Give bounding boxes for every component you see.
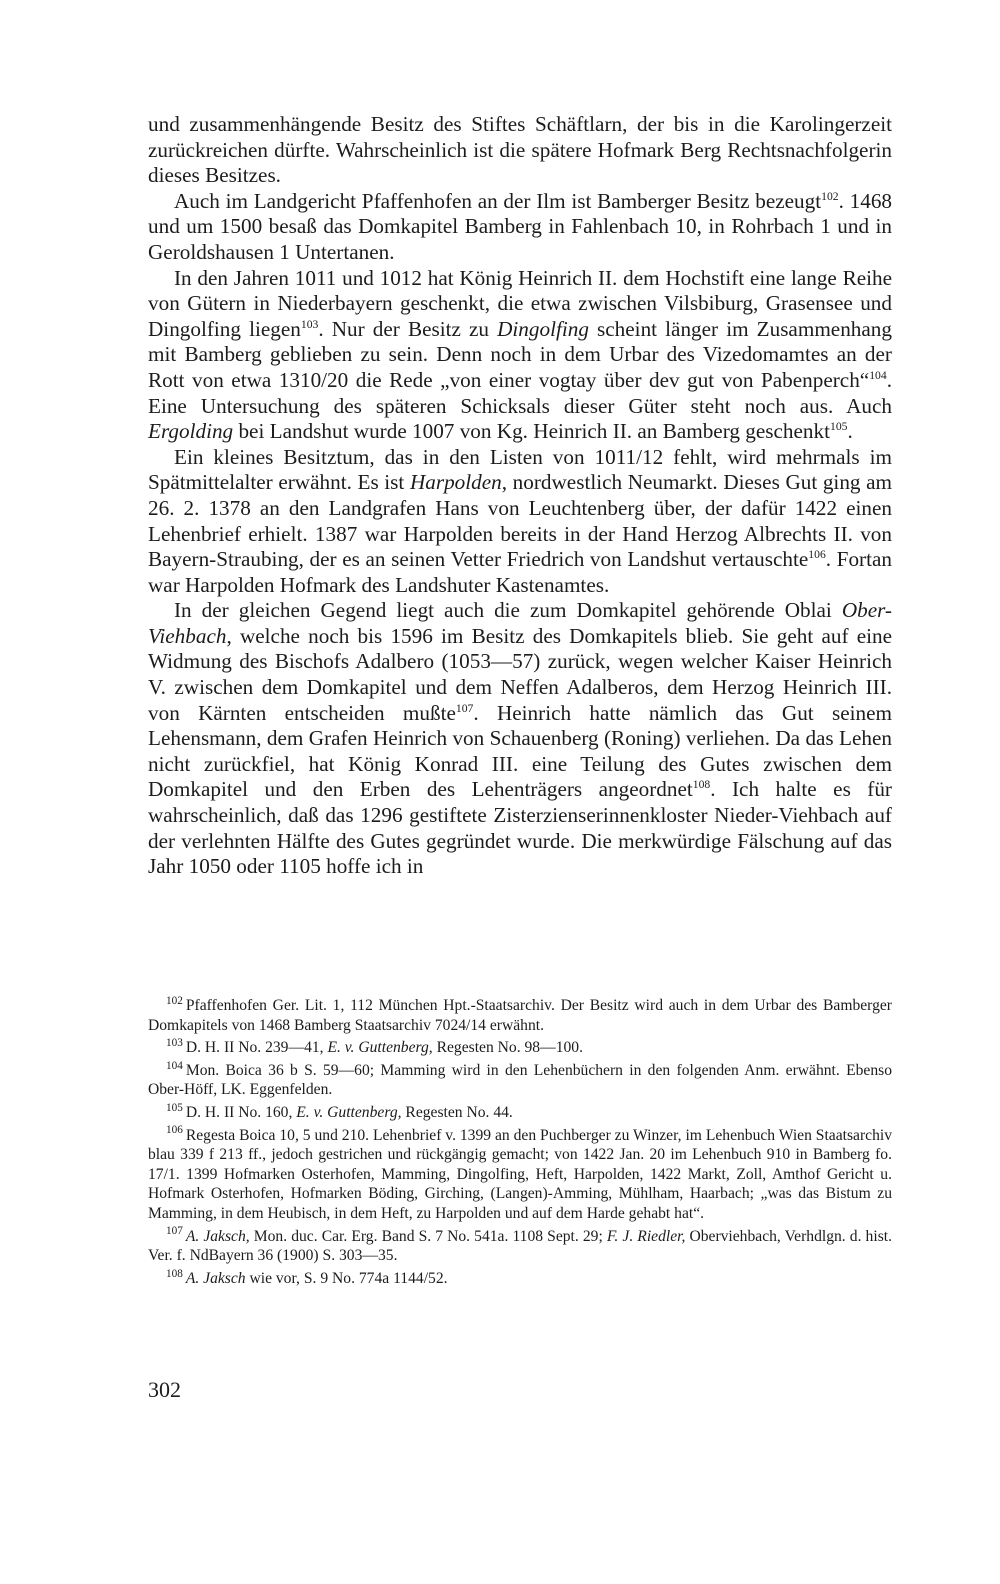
text-run: , welche noch bis 1596 im Besitz des Domkapitels blieb. Sie geht auf eine Widmung des Bischofs Adalbero (1053—57) zurück, wegen welcher Kaiser Heinrich V. zwischen dem Domkapitel und dem Neffen Adalberos, dem Herzog Heinrich III. von Kärnten entscheiden mußte xyxy=(148,623,892,725)
footnotes xyxy=(148,996,892,1291)
paragraph xyxy=(148,112,892,189)
footnote-ref: 106 xyxy=(808,548,826,562)
text-run: scheint länger im Zusammenhang mit Bamberg geblieben zu sein. Denn noch in dem Urbar des Vizedomamtes an der Rott von etwa 1310/20 die Rede „von einer vogtay über dev gut von Pabenperch“ xyxy=(148,316,892,392)
text-run: Oberviehbach, Verhdlgn. d. hist. Ver. f. NdBayern 36 (1900) S. 303—35. xyxy=(148,1227,892,1265)
footnote-number: 104 xyxy=(166,1059,183,1072)
italic-text: Ergolding xyxy=(148,419,234,444)
text-run: Auch im Landgericht Pfaffenhofen an der Ilm ist Bamberger Besitz bezeugt xyxy=(174,188,822,213)
footnote-ref: 103 xyxy=(300,317,319,331)
text-run: und zusammenhängende Besitz des Stiftes Schäftlarn, der bis in die Karolingerzeit zurückreichen dürfte. Wahrscheinlich ist die spätere Hofmark Berg Rechtsnachfolgerin dieses Besitzes. xyxy=(148,112,892,188)
footnote-ref: 102 xyxy=(821,189,839,203)
paragraph xyxy=(148,189,892,266)
footnote-ref: 108 xyxy=(692,778,711,792)
paragraph xyxy=(148,598,892,880)
text-run: . Fortan war Harpolden Hofmark des Landshuter Kastenamtes. xyxy=(148,547,892,597)
italic-text: Harpolden xyxy=(409,470,502,495)
footnote-ref: 107 xyxy=(455,701,474,715)
footnote xyxy=(148,1126,892,1224)
italic-text: E. v. Guttenberg, xyxy=(296,1103,402,1121)
text-run: , nordwestlich Neumarkt. Dieses Gut ging am 26. 2. 1378 an den Landgrafen Hans von Leuchtenberg über, der dafür 1422 einen Lehenbrief erhielt. 1387 war Harpolden bereits in der Hand Herzog Albrechts II. von Bayern-Straubing, der es an seinen Vetter Friedrich von Landshut vertauschte xyxy=(148,470,893,572)
footnote-number: 107 xyxy=(166,1225,183,1238)
italic-text: A. Jaksch xyxy=(185,1269,246,1287)
text-run: wie vor, S. 9 No. 774a 1144/52. xyxy=(245,1269,448,1287)
footnote-ref: 105 xyxy=(830,420,848,434)
italic-text: E. v. Guttenberg, xyxy=(327,1039,433,1057)
footnote xyxy=(148,1038,892,1058)
text-run: Pfaffenhofen Ger. Lit. 1, 112 München Hpt.-Staatsarchiv. Der Besitz wird auch in dem Urbar des Bamberger Domkapitels von 1468 Bamberg Staatsarchiv 7024/14 erwähnt. xyxy=(148,997,892,1034)
text-run: . Nur der Besitz zu xyxy=(318,316,498,341)
italic-text: A. Jaksch, xyxy=(185,1227,250,1245)
text-run: In der gleichen Gegend liegt auch die zum Domkapitel gehörende Oblai xyxy=(174,598,842,623)
footnote-number: 108 xyxy=(166,1267,183,1280)
main-text xyxy=(148,112,892,880)
text-run: . Heinrich hatte nämlich das Gut seinem Lehensmann, dem Grafen Heinrich von Schauenberg (Roning) verliehen. Da das Lehen nicht zurückfiel, hat König Konrad III. eine Teilung des Gutes zwischen dem Domkapitel und den Erben des Lehenträgers angeordnet xyxy=(148,700,892,802)
text-run: bei Landshut wurde 1007 von Kg. Heinrich II. an Bamberg geschenkt xyxy=(233,419,830,444)
text-run: . Eine Untersuchung des späteren Schicksals dieser Güter steht noch aus. Auch xyxy=(148,367,892,418)
paragraph xyxy=(148,266,892,445)
page-number: 302 xyxy=(148,1377,181,1402)
footnote xyxy=(148,996,892,1035)
footnote-number: 103 xyxy=(166,1037,183,1049)
footnote-number: 105 xyxy=(166,1101,183,1114)
text-run: D. H. II No. 160, xyxy=(185,1103,297,1121)
footnote xyxy=(148,1269,892,1289)
text-run: Regesta Boica 10, 5 und 210. Lehenbrief v. 1399 an den Puchberger zu Winzer, im Lehenbuch Wien Staatsarchiv blau 339 f 213 ff., jedoch gestrichen und rückgängig gemacht; von 1422 Jan. 20 im Lehenbuch 910 in Bamberg fo. 17/1. 1399 Hofmarken Osterhofen, Mamming, Dingolfing, Heft, Harpolden, 1422 Markt, Zoll, Amthof Gericht u. Hofmark Osterhofen, Hofmarken Böding, Girching, (Langen)-Amming, Mühlham, Haarbach; „was das Bistum zu Mamming, in dem Heubisch, in dem Heft, zu Harpolden und auf dem Harde gehabt hat“. xyxy=(148,1126,892,1222)
italic-text: Dingolfing xyxy=(497,316,589,341)
text-run: Ein kleines Besitztum, das in den Listen von 1011/12 fehlt, wird mehrmals im Spätmittelalter erwähnt. Es ist xyxy=(148,444,892,495)
text-run: D. H. II No. 239—41, xyxy=(185,1039,328,1057)
text-run: In den Jahren 1011 und 1012 hat König Heinrich II. dem Hochstift eine lange Reihe von Gütern in Niederbayern geschenkt, die etwa zwischen Vilsbiburg, Grasensee und Dingolfing liegen xyxy=(148,265,892,341)
text-run: Regesten No. 44. xyxy=(401,1103,513,1121)
text-run: . 1468 und um 1500 besaß das Domkapitel Bamberg in Fahlenbach 10, in Rohrbach 1 und in Geroldshausen 1 Untertanen. xyxy=(148,188,893,264)
footnote-number: 102 xyxy=(166,994,183,1007)
text-run: . xyxy=(847,419,853,444)
footnote-ref: 104 xyxy=(869,368,887,382)
footnote-number: 106 xyxy=(166,1124,183,1137)
footnote xyxy=(148,1103,892,1123)
text-run: Mon. Boica 36 b S. 59—60; Mamming wird in den Lehenbüchern in den folgenden Anm. erwähnt. Ebenso Ober-Höff, LK. Eggenfelden. xyxy=(148,1061,892,1099)
footnote xyxy=(148,1227,892,1266)
paragraph xyxy=(148,445,892,599)
italic-text: F. J. Riedler, xyxy=(606,1227,686,1245)
text-run: . Ich halte es für wahrscheinlich, daß das 1296 gestiftete Zisterzienserinnenkloster Nieder-Viehbach auf der verlehnten Hälfte des Gutes gegründet wurde. Die merkwürdige Fälschung auf das Jahr 1050 oder 1105 hoffe ich in xyxy=(148,777,892,879)
italic-text: Ober-Viehbach xyxy=(148,598,892,648)
text-run: Mon. duc. Car. Erg. Band S. 7 No. 541a. 1108 Sept. 29; xyxy=(249,1227,607,1245)
footnote xyxy=(148,1061,892,1100)
text-run: Regesten No. 98—100. xyxy=(432,1039,583,1057)
